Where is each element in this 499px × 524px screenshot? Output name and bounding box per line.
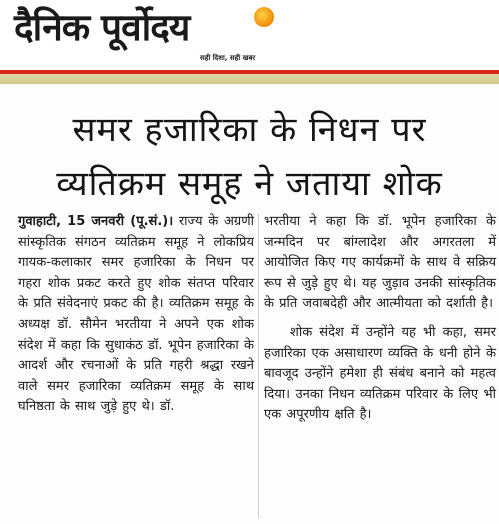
article-column-left [18, 212, 254, 418]
article-paragraph-left [18, 212, 254, 418]
headline-line-2: व्यतिक्रम समूह ने जताया शोक [56, 164, 443, 204]
newspaper-logo-title: दैनिक पूर्वोदय [14, 6, 190, 49]
dateline: गुवाहाटी, 15 जनवरी (पू.सं.)। [18, 214, 174, 229]
masthead-olive-band [0, 74, 499, 84]
headline-line-1: समर हजारिका के निधन पर [72, 110, 427, 150]
article-column-right [264, 212, 496, 426]
sun-logo-icon [254, 7, 274, 27]
left-column-text: राज्य के अग्रणी सांस्कृतिक संगठन व्यतिक्रम समूह ने लोकप्रिय गायक-कलाकार समर हजारिका के निधन पर गहरा शोक प्रकट करते हुए शोक संतप्त परिवार के प्रति संवेदनाएं प्रकट की है। व्यतिक्रम समूह के अध्यक्ष डॉ. सौमेन भरतीया ने अपने एक शोक संदेश में कहा कि सुधाकंठ डॉ. भूपेन हजारिका के आदर्श और रचनाओं के प्रति गहरी श्रद्धा रखने वाले समर हजारिका व्यतिक्रम समूह के साथ घनिष्ठता के साथ जुड़े हुए थे। डॉ. [18, 214, 254, 415]
masthead [0, 0, 499, 70]
article-paragraph-right-2: शोक संदेश में उन्होंने यह भी कहा, समर हजारिका एक असाधारण व्यक्ति के धनी होने के बावजूद उन्होंने हमेशा ही संबंध बनाने को महत्व दिया। उनका निधन व्यतिक्रम परिवार के लिए भी एक अपूरणीय क्षति है। [264, 324, 496, 423]
newspaper-tagline: सही दिशा, सही खबर [200, 54, 256, 62]
article-paragraph-right-1: भरतीया ने कहा कि डॉ. भूपेन हजारिका के जन्मदिन पर बांग्लादेश और अगरतला में आयोजित किए गए कार्यक्रमों के साथ वे सक्रिय रूप से जुड़े हुए थे। यह जुड़ाव उनकी सांस्कृतिक के प्रति जवाबदेही और आत्मीयता को दर्शाती है। [264, 214, 496, 312]
column-divider [258, 214, 259, 518]
